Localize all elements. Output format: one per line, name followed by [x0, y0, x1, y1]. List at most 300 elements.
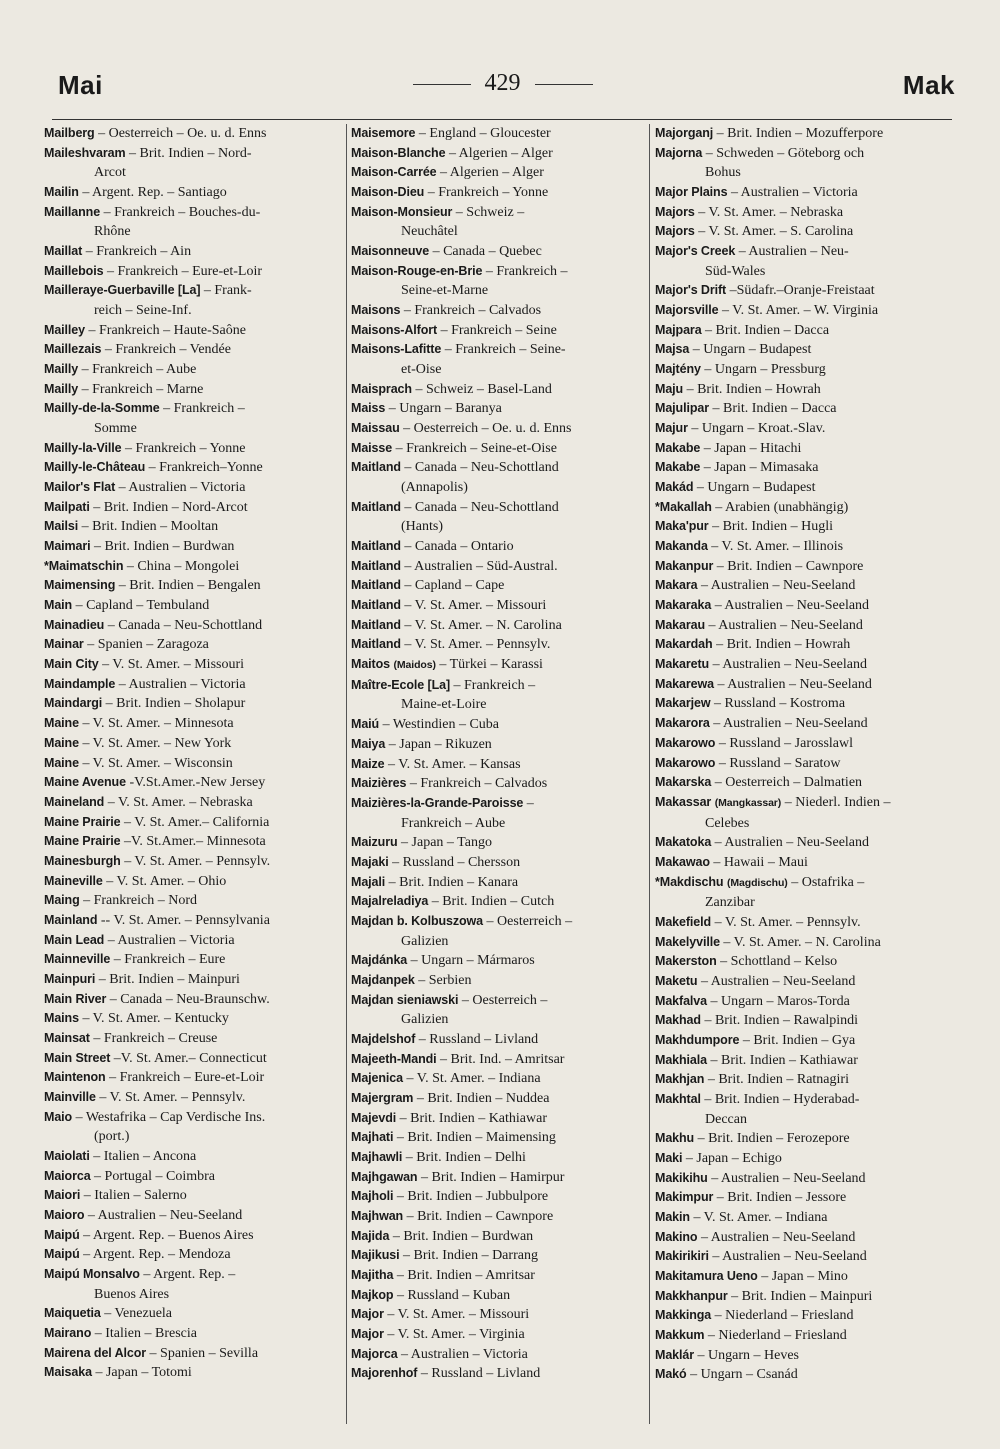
entry-location: – China – Mongolei — [126, 558, 240, 574]
gazetteer-entry — [655, 933, 955, 953]
gazetteer-entry — [655, 576, 955, 596]
gazetteer-entry — [44, 950, 344, 970]
entry-location: – Algerien – Alger — [448, 145, 553, 161]
gazetteer-entry — [351, 676, 648, 715]
gazetteer-entry — [351, 1050, 648, 1070]
entry-headword: Maitland — [351, 598, 401, 613]
entry-location: – Brit. Indien – Burdwan — [392, 1228, 534, 1244]
gazetteer-entry — [351, 596, 648, 616]
gazetteer-entry — [351, 1266, 648, 1286]
entry-location: – Russland – Livland — [420, 1366, 541, 1382]
entry-headword: Majida — [351, 1228, 390, 1243]
page-header — [50, 70, 955, 106]
entry-headword: Mailberg — [44, 126, 95, 140]
entry-headword: Maisemore — [351, 126, 416, 140]
gazetteer-entry — [655, 873, 955, 913]
entry-headword: Major — [351, 1326, 384, 1341]
gazetteer-entry — [351, 399, 648, 419]
gazetteer-entry — [655, 439, 955, 459]
entry-headword: Mailleraye-Guerbaville [La] — [44, 283, 201, 298]
gazetteer-entry — [655, 972, 955, 992]
entry-location: – Japan – Totomi — [95, 1365, 192, 1381]
gazetteer-entry — [44, 616, 344, 636]
gazetteer-entry — [655, 1228, 955, 1248]
gazetteer-entry — [44, 360, 344, 380]
gazetteer-entry — [655, 1306, 955, 1326]
entry-continuation: Galizien — [401, 1012, 449, 1028]
entry-headword: Majhati — [351, 1130, 394, 1145]
gazetteer-entry — [655, 399, 955, 419]
gazetteer-entry — [655, 714, 955, 734]
entry-location: – Brit. Indien – Howrah — [716, 637, 851, 653]
gazetteer-entry — [351, 794, 648, 833]
entry-location: – Westindien – Cuba — [382, 717, 500, 733]
entry-location: – Japan – Mino — [761, 1268, 848, 1284]
gazetteer-entry — [44, 439, 344, 459]
entry-headword: Maineland — [44, 794, 105, 809]
entry-headword: Maioro — [44, 1207, 85, 1222]
entry-headword: Makerston — [655, 954, 717, 969]
gazetteer-entry — [351, 853, 648, 873]
gazetteer-entry — [44, 1108, 344, 1147]
entry-location: – Venezuela — [104, 1306, 173, 1322]
entry-headword: Maiolati — [44, 1148, 90, 1163]
entry-continuation: Bohus — [705, 165, 741, 181]
entry-location: – Australien – Victoria — [118, 480, 246, 496]
entry-continuation: Arcot — [94, 165, 126, 181]
gazetteer-entry — [351, 1089, 648, 1109]
entry-headword: Maine Prairie — [44, 834, 121, 849]
entry-location: – Frankreich – Eure-et-Loir — [109, 1070, 265, 1086]
entry-continuation: et-Oise — [401, 362, 442, 378]
entry-location: – Schottland – Kelso — [720, 954, 838, 970]
entry-headword: Mairena del Alcor — [44, 1345, 147, 1360]
entry-headword: Mainar — [44, 637, 84, 652]
gazetteer-entry — [655, 124, 955, 144]
gazetteer-entry — [655, 952, 955, 972]
entry-headword: Maître-Ecole [La] — [351, 677, 451, 692]
entry-headword: Mainesburgh — [44, 853, 121, 868]
gazetteer-entry — [351, 655, 648, 676]
entry-location: – Japan – Rikuzen — [388, 736, 492, 752]
gazetteer-entry — [44, 931, 344, 951]
entry-headword: Maju — [655, 381, 684, 396]
entry-headword: Major Plains — [655, 185, 728, 200]
page-number-text: 429 — [484, 70, 521, 96]
entry-location: – Australien – Neu-Seeland — [714, 835, 870, 851]
entry-location: – Japan – Mimasaka — [703, 460, 819, 476]
entry-headword: Maipú Monsalvo — [44, 1266, 140, 1281]
entry-headword: Mailly — [44, 362, 79, 377]
entry-headword: Maitos — [351, 657, 390, 672]
entry-location: – Brit. Indien – Howrah — [686, 381, 821, 397]
entry-headword: Maki — [655, 1150, 683, 1165]
entry-location: – Ungarn – Budapest — [692, 342, 812, 358]
entry-location: – Australien – Neu-Seeland — [711, 1170, 866, 1186]
entry-headword: Maison-Blanche — [351, 145, 446, 160]
entry-headword: Maizières-la-Grande-Paroisse — [351, 795, 524, 810]
gazetteer-entry — [351, 498, 648, 537]
entry-location: – Brit. Indien – Dacca — [712, 401, 837, 417]
entry-headword: Majorenhof — [351, 1366, 418, 1381]
entry-location: – V. St. Amer. – Indiana — [693, 1209, 828, 1225]
entry-continuation: Buenos Aires — [94, 1286, 170, 1302]
gazetteer-entry — [351, 1187, 648, 1207]
entry-continuation: Süd-Wales — [705, 263, 766, 279]
gazetteer-entry — [44, 399, 344, 438]
gazetteer-entry — [44, 675, 344, 695]
entry-headword: Mainpuri — [44, 971, 96, 986]
gazetteer-entry — [44, 1304, 344, 1324]
entry-headword: Maillat — [44, 244, 83, 259]
gazetteer-entry — [351, 1207, 648, 1227]
gazetteer-entry — [44, 694, 344, 714]
entry-location: – Australien – Neu-Seeland — [713, 716, 868, 732]
gazetteer-entry — [44, 813, 344, 833]
gazetteer-entry — [44, 537, 344, 557]
header-rule-left — [413, 84, 471, 85]
entry-headword: Makkum — [655, 1327, 705, 1342]
gazetteer-entry — [44, 1245, 344, 1265]
gazetteer-entry — [655, 616, 955, 636]
gazetteer-entry — [44, 655, 344, 675]
gazetteer-entry — [44, 183, 344, 203]
entry-location: – Russland – Livland — [418, 1031, 539, 1047]
entry-location: – Russland – Kostroma — [713, 696, 846, 712]
gazetteer-entry — [44, 281, 344, 320]
entry-headword: Maimensing — [44, 578, 116, 593]
entry-continuation: Frankreich – Aube — [401, 815, 506, 831]
entry-location: – Argent. Rep. – Buenos Aires — [83, 1227, 254, 1243]
gazetteer-entry — [351, 419, 648, 439]
entry-location: – Frankreich – Seine-et-Oise — [395, 440, 557, 456]
gazetteer-entry — [655, 537, 955, 557]
entry-location: – V. St. Amer. – Nebraska — [698, 204, 844, 220]
entry-headword: Makfalva — [655, 993, 708, 1008]
entry-headword: Majergram — [351, 1090, 414, 1105]
entry-location: – Brit. Indien – Jessore — [716, 1190, 847, 1206]
entry-headword: Maison-Monsieur — [351, 204, 453, 219]
entry-location: – Brit. Indien – Cutch — [431, 894, 555, 910]
entry-headword: Major's Creek — [655, 244, 736, 259]
entry-location: – Italien – Salerno — [83, 1188, 187, 1204]
gazetteer-entry — [44, 1265, 344, 1304]
entry-location: – Frankreich – — [453, 677, 536, 693]
gazetteer-entry — [655, 1346, 955, 1366]
entry-headword: Main — [44, 598, 73, 613]
entry-headword: Maindample — [44, 676, 116, 691]
entry-headword: Main City — [44, 657, 99, 672]
entry-location: – Türkei – Karassi — [439, 657, 543, 673]
entry-location: – V. St. Amer. – Nebraska — [107, 794, 253, 810]
gazetteer-entry — [351, 991, 648, 1030]
entry-headword: Maison-Dieu — [351, 185, 425, 200]
entry-headword: Mainville — [44, 1089, 96, 1104]
entry-headword: Makefield — [655, 914, 712, 929]
gazetteer-entry — [351, 1168, 648, 1188]
entry-location: – Russland – Chersson — [392, 854, 521, 870]
entry-headword: Maisaka — [44, 1365, 92, 1380]
gazetteer-entry — [44, 242, 344, 262]
entry-location: – Brit. Ind. – Amritsar — [440, 1051, 565, 1067]
entry-location: – Canada – Neu-Schottland — [107, 617, 263, 633]
entry-location: – Brit. Indien – Bengalen — [118, 578, 261, 594]
entry-headword: Mainneville — [44, 952, 111, 967]
entry-headword: Makarewa — [655, 676, 714, 691]
entry-location: – V. St. Amer. – S. Carolina — [698, 224, 854, 240]
entry-headword: Majhwan — [351, 1208, 404, 1223]
entry-headword: Majhawli — [351, 1149, 403, 1164]
column-2 — [351, 124, 648, 1384]
entry-location: – Italien – Ancona — [93, 1148, 197, 1164]
gazetteer-entry — [655, 1129, 955, 1149]
entry-location: – Australien – Victoria — [401, 1346, 528, 1362]
entry-location: – Frank- — [203, 283, 252, 299]
entry-location: –V. St. Amer.– Connecticut — [113, 1050, 267, 1066]
entry-location: – Niederland – Friesland — [707, 1327, 847, 1343]
entry-headword: Makkhanpur — [655, 1288, 728, 1303]
gazetteer-entry — [655, 242, 955, 281]
entry-location: – Niederl. Indien – — [784, 794, 891, 810]
entry-location: – Ostafrika – — [791, 874, 865, 890]
entry-location: – V. St. Amer. – Minnesota — [82, 716, 234, 732]
gazetteer-entry — [655, 655, 955, 675]
gazetteer-entry — [655, 183, 955, 203]
entry-continuation: Neuchâtel — [401, 224, 458, 240]
entry-location: – Brit. Indien – Mozufferpore — [716, 126, 884, 141]
entry-location: – V. St. Amer. – Illinois — [711, 539, 844, 555]
entry-location: –Südafr.–Oranje-Freistaat — [729, 283, 875, 299]
entry-location: – Australien – Neu-Seeland — [87, 1207, 243, 1223]
entry-location: – Russland – Saratow — [718, 755, 841, 771]
entry-location: – Ungarn – Baranya — [388, 401, 502, 417]
entry-headword: Makirikiri — [655, 1249, 709, 1264]
entry-location: – Oesterreich – — [486, 913, 573, 929]
gazetteer-entry — [44, 852, 344, 872]
entry-location: – Spanien – Zaragoza — [87, 637, 209, 653]
entry-continuation: Zanzibar — [705, 895, 755, 911]
entry-headword: Mainsat — [44, 1030, 90, 1045]
gazetteer-entry — [44, 576, 344, 596]
entry-location: – V. St. Amer. – Kansas — [388, 756, 521, 772]
entry-location: – Japan – Echigo — [685, 1150, 782, 1166]
entry-location: – Schweiz – Basel-Land — [415, 381, 552, 397]
entry-headword: Makanda — [655, 539, 708, 554]
entry-headword: Mailpati — [44, 499, 90, 514]
gazetteer-entry — [655, 853, 955, 873]
entry-location: – Serbien — [418, 972, 472, 988]
entry-headword: Mailly-de-la-Somme — [44, 401, 160, 416]
entry-location: – Brit. Indien – Nuddea — [416, 1090, 550, 1106]
entry-location: – Canada – Neu-Schottland — [404, 499, 559, 515]
gazetteer-entry — [44, 872, 344, 892]
entry-location: – Australien – Neu-Seeland — [700, 1229, 856, 1245]
entry-location: – Canada – Quebec — [432, 244, 542, 260]
entry-location: – Australien – Neu-Seeland — [700, 973, 856, 989]
entry-location: – Niederland – Friesland — [714, 1308, 854, 1324]
entry-headword: Majorna — [655, 145, 703, 160]
gazetteer-entry — [655, 1247, 955, 1267]
entry-location: – Capland – Tembuland — [75, 598, 210, 614]
gazetteer-entry — [655, 557, 955, 577]
gazetteer-entry — [44, 478, 344, 498]
entry-headword: Maitland — [351, 499, 401, 514]
gazetteer-entry — [655, 1169, 955, 1189]
gazetteer-entry — [44, 262, 344, 282]
gazetteer-entry — [351, 242, 648, 262]
entry-headword: Mailsi — [44, 519, 79, 534]
gazetteer-entry — [351, 1148, 648, 1168]
gazetteer-entry — [351, 576, 648, 596]
entry-headword: Majitha — [351, 1267, 394, 1282]
entry-location: – Russland – Jarosslawl — [718, 735, 853, 751]
entry-headword: Makawao — [655, 854, 710, 869]
entry-headword: Majors — [655, 224, 695, 239]
entry-headword: Mains — [44, 1011, 79, 1026]
gazetteer-entry — [351, 873, 648, 893]
entry-location: – Frankreich – Calvados — [403, 303, 542, 319]
gazetteer-entry — [44, 734, 344, 754]
entry-continuation: Somme — [94, 421, 137, 437]
gazetteer-entry — [44, 498, 344, 518]
column-divider-2 — [649, 124, 650, 1424]
entry-location: – Canada – Ontario — [404, 539, 514, 555]
gazetteer-entry — [351, 124, 648, 144]
entry-headword: Makikihu — [655, 1170, 708, 1185]
gazetteer-entry — [44, 1029, 344, 1049]
entry-location: – Brit. Indien – Hamirpur — [420, 1169, 565, 1185]
entry-headword: Maipú — [44, 1247, 80, 1262]
gazetteer-entry — [44, 557, 344, 577]
entry-location: – Brit. Indien – Cawnpore — [716, 558, 864, 574]
entry-location: – Brit. Indien – Maimensing — [396, 1130, 556, 1146]
entry-headword: Maklár — [655, 1347, 695, 1362]
entry-headword: Makabe — [655, 440, 701, 455]
gazetteer-entry — [655, 913, 955, 933]
entry-location: – Brit. Indien – Sholapur — [105, 696, 246, 712]
gazetteer-entry — [351, 1286, 648, 1306]
entry-location: – Ungarn – Mármaros — [410, 953, 535, 969]
gazetteer-entry — [655, 478, 955, 498]
entry-headword: Majdelshof — [351, 1031, 416, 1046]
header-left-guideword: Mai — [58, 70, 103, 100]
gazetteer-entry — [44, 1147, 344, 1167]
entry-location: – Arabien (unabhängig) — [715, 499, 849, 515]
entry-headword: Maka'pur — [655, 519, 709, 534]
gazetteer-entry — [655, 301, 955, 321]
gazetteer-entry — [351, 557, 648, 577]
gazetteer-entry — [655, 1070, 955, 1090]
entry-headword: Maiquetia — [44, 1306, 101, 1321]
entry-location: – Italien – Brescia — [94, 1325, 197, 1341]
gazetteer-entry — [351, 774, 648, 794]
entry-headword: *Makallah — [655, 499, 712, 514]
entry-headword: Majtény — [655, 362, 701, 377]
gazetteer-entry — [655, 380, 955, 400]
entry-location: – Brit. Indien – Rawalpindi — [704, 1013, 859, 1029]
entry-location: – V. St. Amer. – Pennsylv. — [714, 914, 861, 930]
gazetteer-entry — [44, 1344, 344, 1364]
entry-location: – Brit. Indien – Kathiawar — [710, 1052, 858, 1068]
gazetteer-entry — [655, 992, 955, 1012]
gazetteer-entry — [351, 735, 648, 755]
entry-location: – V. St. Amer. – Missouri — [404, 598, 547, 614]
entry-headword: Maitland — [351, 578, 401, 593]
entry-location: – Brit. Indien – Cawnpore — [406, 1208, 554, 1224]
entry-location: – Australien – Neu- — [738, 244, 849, 260]
gazetteer-entry — [351, 183, 648, 203]
entry-headword: Makarowo — [655, 735, 716, 750]
entry-headword: Maiori — [44, 1188, 81, 1203]
gazetteer-entry — [351, 262, 648, 301]
entry-headword: Majikusi — [351, 1248, 400, 1263]
entry-headword: Makarowo — [655, 755, 716, 770]
gazetteer-entry — [351, 971, 648, 991]
gazetteer-entry — [655, 1365, 955, 1385]
entry-location: – Ungarn – Maros-Torda — [710, 993, 850, 1009]
entry-headword: Main Street — [44, 1050, 111, 1065]
gazetteer-entry — [351, 1030, 648, 1050]
entry-location: – Brit. Indien – Hyderabad- — [704, 1091, 860, 1107]
entry-headword: Makaretu — [655, 657, 710, 672]
gazetteer-entry — [351, 458, 648, 497]
entry-headword: Maileshvaram — [44, 145, 126, 160]
gazetteer-entry — [351, 340, 648, 379]
entry-location: -V.St.Amer.-New Jersey — [129, 775, 266, 791]
entry-headword: Maine Prairie — [44, 814, 121, 829]
entry-location: – Australien – Neu-Seeland — [717, 676, 872, 692]
gazetteer-entry — [44, 380, 344, 400]
entry-location: – Ungarn – Heves — [697, 1347, 799, 1363]
entry-location: -- V. St. Amer. – Pennsylvania — [100, 912, 270, 928]
entry-location: – V. St. Amer. – Pennsylv. — [124, 853, 271, 869]
gazetteer-entry — [655, 1208, 955, 1228]
entry-location: – Frankreich – — [485, 263, 568, 279]
entry-continuation: Seine-et-Marne — [401, 283, 489, 299]
entry-alt-name: (Mangkassar) — [714, 796, 782, 809]
gazetteer-entry — [44, 1068, 344, 1088]
entry-location: – Brit. Indien – Kathiawar — [399, 1110, 548, 1126]
entry-location: – Frankreich – Creuse — [93, 1030, 218, 1046]
entry-headword: Makelyville — [655, 934, 720, 949]
entry-headword: Maison-Rouge-en-Brie — [351, 263, 483, 278]
entry-location: – Frankreich – Vendée — [104, 342, 231, 358]
entry-headword: *Maimatschin — [44, 558, 124, 573]
entry-headword: Maisse — [351, 440, 393, 455]
entry-headword: Maineville — [44, 873, 103, 888]
entry-headword: Majdan b. Kolbuszowa — [351, 913, 484, 928]
entry-location: – Frankreich – Marne — [81, 381, 204, 397]
entry-location: – V. St. Amer. – N. Carolina — [404, 617, 562, 633]
entry-headword: Maimari — [44, 539, 91, 554]
entry-headword: Maio — [44, 1109, 73, 1124]
entry-location: – V. St. Amer. – N. Carolina — [723, 934, 881, 950]
gazetteer-entry — [351, 951, 648, 971]
entry-headword: Maisons-Alfort — [351, 322, 438, 337]
entry-location: – Brit. Indien – Delhi — [405, 1149, 526, 1165]
gazetteer-entry — [44, 754, 344, 774]
entry-headword: Majur — [655, 421, 688, 436]
entry-headword: Maindargi — [44, 696, 103, 711]
gazetteer-entry — [655, 1051, 955, 1071]
entry-headword: Makarska — [655, 775, 712, 790]
entry-location: – Brit. Indien – Burdwan — [94, 539, 235, 555]
entry-headword: Makatoka — [655, 835, 712, 850]
gazetteer-entry — [655, 833, 955, 853]
gazetteer-entry — [655, 754, 955, 774]
entry-headword: Major's Drift — [655, 283, 727, 298]
entry-location: – Australien – Neu-Seeland — [701, 578, 856, 594]
